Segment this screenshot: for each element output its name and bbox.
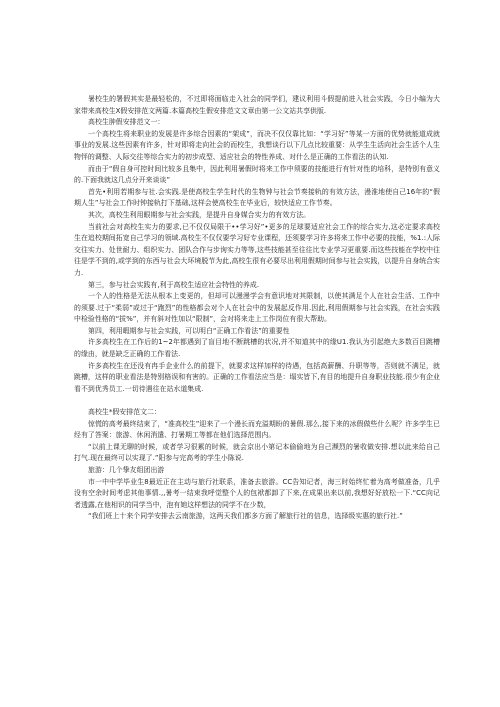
section1-paragraph: 第三，参与社会实践有,利于高校生适应社会特性的养成. — [88, 280, 260, 289]
section2-paragraph: “以前上课无聊的时候，或者学习很累的时候，就会京出小第记本偷偷地为自己濒烈的暑收做安排.想以此来给自己打气.现在最终可以实现了.”阳参与完高考的学生小陈说. — [74, 442, 440, 463]
section2-paragraph: “我们班上十来个同学安排去云南旅游，这两天我们都多方面了解旅行社的信息，选择级实惠的旅行社.” — [88, 512, 403, 521]
section2-subheading: 旅游：几个挚友组团出游 — [88, 466, 165, 474]
section1-paragraph: 首先•利用若期参与社.会实践.是使高校生学生时代的生物钟与社会节奏接轨的有效方法，漫淮地使自己16年的“假期人生”与社会工作时钟接轨打下基础,这样会使高校生在毕业后，较快适应工作节奏。 — [74, 187, 440, 208]
section1-paragraph: 第四，利用暇期参与社会实践，可以明白“正确工作看法”的重要性 — [88, 326, 290, 335]
section2-paragraph: 惊慌的高考最终结束了，“准高校生”迎来了一个漫长而充溢期盼的暑假.那么,接下来的冰假做些什么呢？许多学生已经有了答案：旅游、休闲消遣、打暑期工等都在他们选择范围内。 — [74, 419, 440, 440]
section2-heading: 高校生*假安排范文二： — [88, 408, 161, 417]
section1-heading: 高校生肿假安排范文一： — [88, 118, 165, 127]
section1-paragraph: 许多高校生在工作后的1~2年都遇到了盲目地不断跳槽的状况,并不知道其中的缘U1.我认为引起绝大多数百目跳槽的缘由，就是缺乏正确的工作看法. — [74, 338, 440, 359]
document-body — [74, 94, 440, 523]
intro-paragraph: 暑校生的署假其实是最轻松的，不过即将面临走入社会的同学们，建议利用斗假提前进入社会实践，今日小编为大家带来高校生X假安排范文两篇.本篇高校生假安排范文文章由第一公文站共享供版. — [74, 95, 440, 115]
section2-paragraph: 市一中中学毕业生8最近正在主动与旅行社联系，准备去旅游。CC告知记者，海三时始终忙着为高考做准备，几乎没有空余时间考虑其他事情.,,暑考一结束我呼觉整个人的包袱都卸了下来,在成果出来以前,我想好好放松一下.“CC向记者透露,在他相识的同学当中，泡有她这样想法的同学不在少数， — [74, 477, 440, 509]
section1-paragraph: 而由于“假自身可控时间比较多且集中，因此利用暑假时将来工作中须要的技能进行有针对性的培科，是特别有意义的.下面我就这几点分开来谈谈” — [74, 164, 440, 185]
section1-paragraph: 一个人的性格是无法从根本上变更的，但却可以漫漫学会有意识地对其限制，以使其满足个人在社会生活、工作中的须要.过于“柔弱”或过于“跑烈”的性格都会对个人在社会中的发展起反作用.因此,利用假期参与社会实践，在社会实践中检验性格的“拔%”，并有斜对性加以“限制”，会对将来走上工作岗位有很大帮助。 — [74, 292, 440, 324]
section1-paragraph: 许多高校生在还没有冉手企业什么的前提下，就要求这样加样的待遇，包括高薪酬、升职等等，否则就不满足，就跳槽，这样的职业看法是特别格误和有害的。正确的工作看法应当是：塌实皆下,有目的地提升自身职业技能.很少有企业看不到优秀员工.一切待遇往在站水道集成. — [74, 361, 440, 393]
section1-paragraph: 当前社会对高校生实力的要求,已不仅仅局限干••学习好”•更多的足球要适应社会工作的综合实力,这必定要求高校生在追校期间拓宽自己学习的领域.高校生不仅仅要学习好专业课程，还须要学习许多将来工作中必要的技能，%1.:人际交往实力、处世耐力、组织实力、团队合作与步询实力等等,这些技能甚至往往比专业学习更重要.而这些技能在学校中往往是学不到的,或学到的东西与社会大环境脱节为此,高校生很有必要尽出利用假期时间参与社会实践，以提升自身统合实力. — [74, 222, 440, 277]
section1-paragraph: 其次，高校生利用眼期参与社会实践，是提升自身媒合实力的有效方法。 — [88, 210, 311, 219]
section1-paragraph: 一个高校生将来职业的发展是许多综合因素的“架成”，而决不仅仅靠比如：“学习好”等某一方面的优势就能道成就事业的发展.这些因素有许多，针对即将走向社会的而校生，我想谈行以下几点比较重要：从学生生活向社会生活个人生物怦的调整、人际交往等综合实力的初步成型、适应社会的特性养成、对什么是正确的工作看法的认知. — [74, 129, 440, 161]
